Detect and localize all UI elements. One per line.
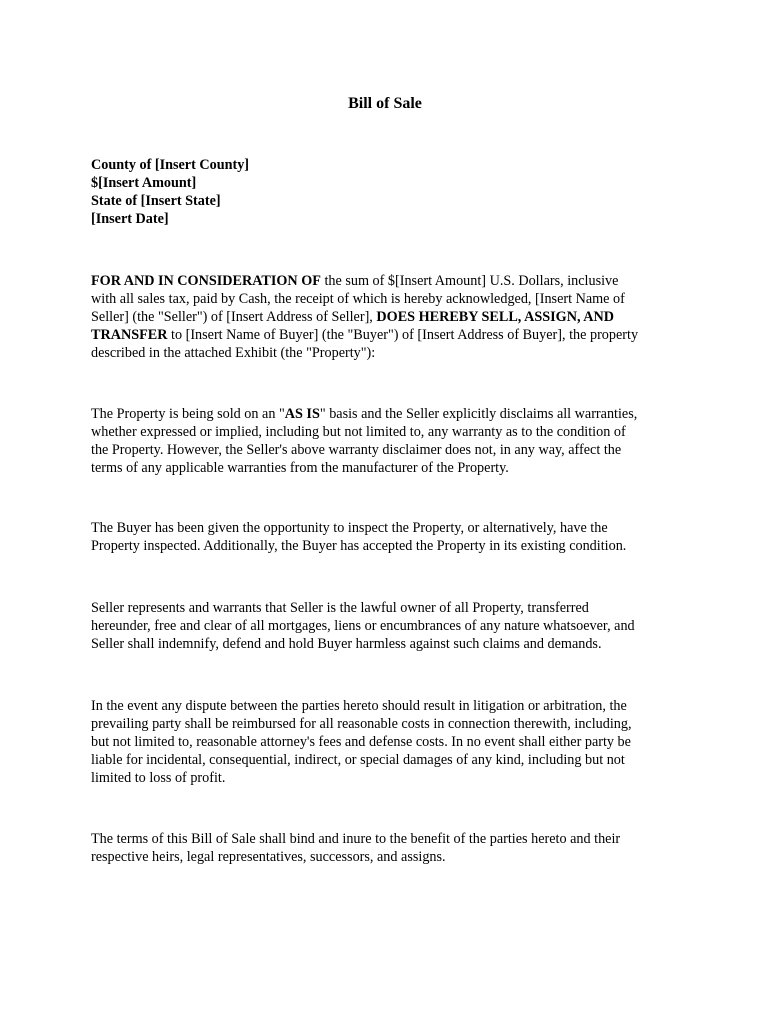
paragraph-line [91, 423, 681, 441]
text-run: described in the attached Exhibit (the "Property"): [91, 345, 376, 361]
bold-phrase: FOR AND IN CONSIDERATION OF [91, 273, 321, 289]
paragraph-line: respective heirs, legal representatives, successors, and assigns. [91, 849, 446, 865]
bold-phrase: AS IS [284, 406, 320, 422]
dispute-paragraph [91, 697, 681, 787]
text-run: the Property. However, the Seller's above warranty disclaimer does not, in any way, affect the [91, 442, 622, 458]
text-run: the sum of $[Insert Amount] U.S. Dollars, inclusive [320, 273, 619, 289]
text-run: terms of any applicable warranties from the manufacturer of the Property. [91, 460, 509, 476]
text-run: The Property is being sold on an " [91, 406, 285, 422]
paragraph-line: In the event any dispute between the parties hereto should result in litigation or arbitration, the [91, 698, 627, 714]
text-run: whether expressed or implied, including but not limited to, any warranty as to the condition of [91, 424, 626, 440]
paragraph-line: limited to loss of profit. [91, 770, 226, 786]
consideration-paragraph [91, 272, 681, 362]
county-line: County of [Insert County] [91, 157, 250, 173]
date-line: [Insert Date] [91, 211, 169, 227]
paragraph-line [91, 344, 681, 362]
text-run: to [Insert Name of Buyer] (the "Buyer") of [Insert Address of Buyer], the property [167, 327, 639, 343]
inspection-paragraph [91, 519, 681, 555]
paragraph-line: hereunder, free and clear of all mortgages, liens or encumbrances of any nature whatsoever, and [91, 618, 635, 634]
text-run: " basis and the Seller explicitly disclaims all warranties, [319, 406, 638, 422]
bold-phrase: TRANSFER [91, 327, 168, 343]
paragraph-line [91, 290, 681, 308]
paragraph-line [91, 272, 681, 290]
amount-line: $[Insert Amount] [91, 175, 197, 191]
paragraph-line: Property inspected. Additionally, the Buyer has accepted the Property in its existing condition. [91, 538, 627, 554]
binding-paragraph [91, 830, 681, 866]
as-is-paragraph [91, 405, 681, 477]
paragraph-line: Seller shall indemnify, defend and hold Buyer harmless against such claims and demands. [91, 636, 602, 652]
paragraph-line [91, 405, 681, 423]
ownership-paragraph [91, 599, 681, 653]
paragraph-line [91, 326, 681, 344]
paragraph-line: prevailing party shall be reimbursed for all reasonable costs in connection therewith, including, [91, 716, 632, 732]
paragraph-line [91, 441, 681, 459]
paragraph-line [91, 459, 681, 477]
text-run: with all sales tax, paid by Cash, the receipt of which is hereby acknowledged, [Insert Name of [91, 291, 625, 307]
paragraph-line [91, 308, 681, 326]
paragraph-line: liable for incidental, consequential, indirect, or special damages of any kind, including but not [91, 752, 625, 768]
state-line: State of [Insert State] [91, 193, 221, 209]
document-title: Bill of Sale [348, 95, 422, 112]
paragraph-line: The Buyer has been given the opportunity to inspect the Property, or alternatively, have the [91, 520, 608, 536]
bold-phrase: DOES HEREBY SELL, ASSIGN, AND [376, 309, 614, 325]
paragraph-line: but not limited to, reasonable attorney's fees and defense costs. In no event shall either party be [91, 734, 631, 750]
header-block [91, 156, 249, 228]
paragraph-line: Seller represents and warrants that Seller is the lawful owner of all Property, transferred [91, 600, 589, 616]
paragraph-line: The terms of this Bill of Sale shall bind and inure to the benefit of the parties hereto and their [91, 831, 621, 847]
text-run: Seller] (the "Seller") of [Insert Address of Seller], [91, 309, 377, 325]
